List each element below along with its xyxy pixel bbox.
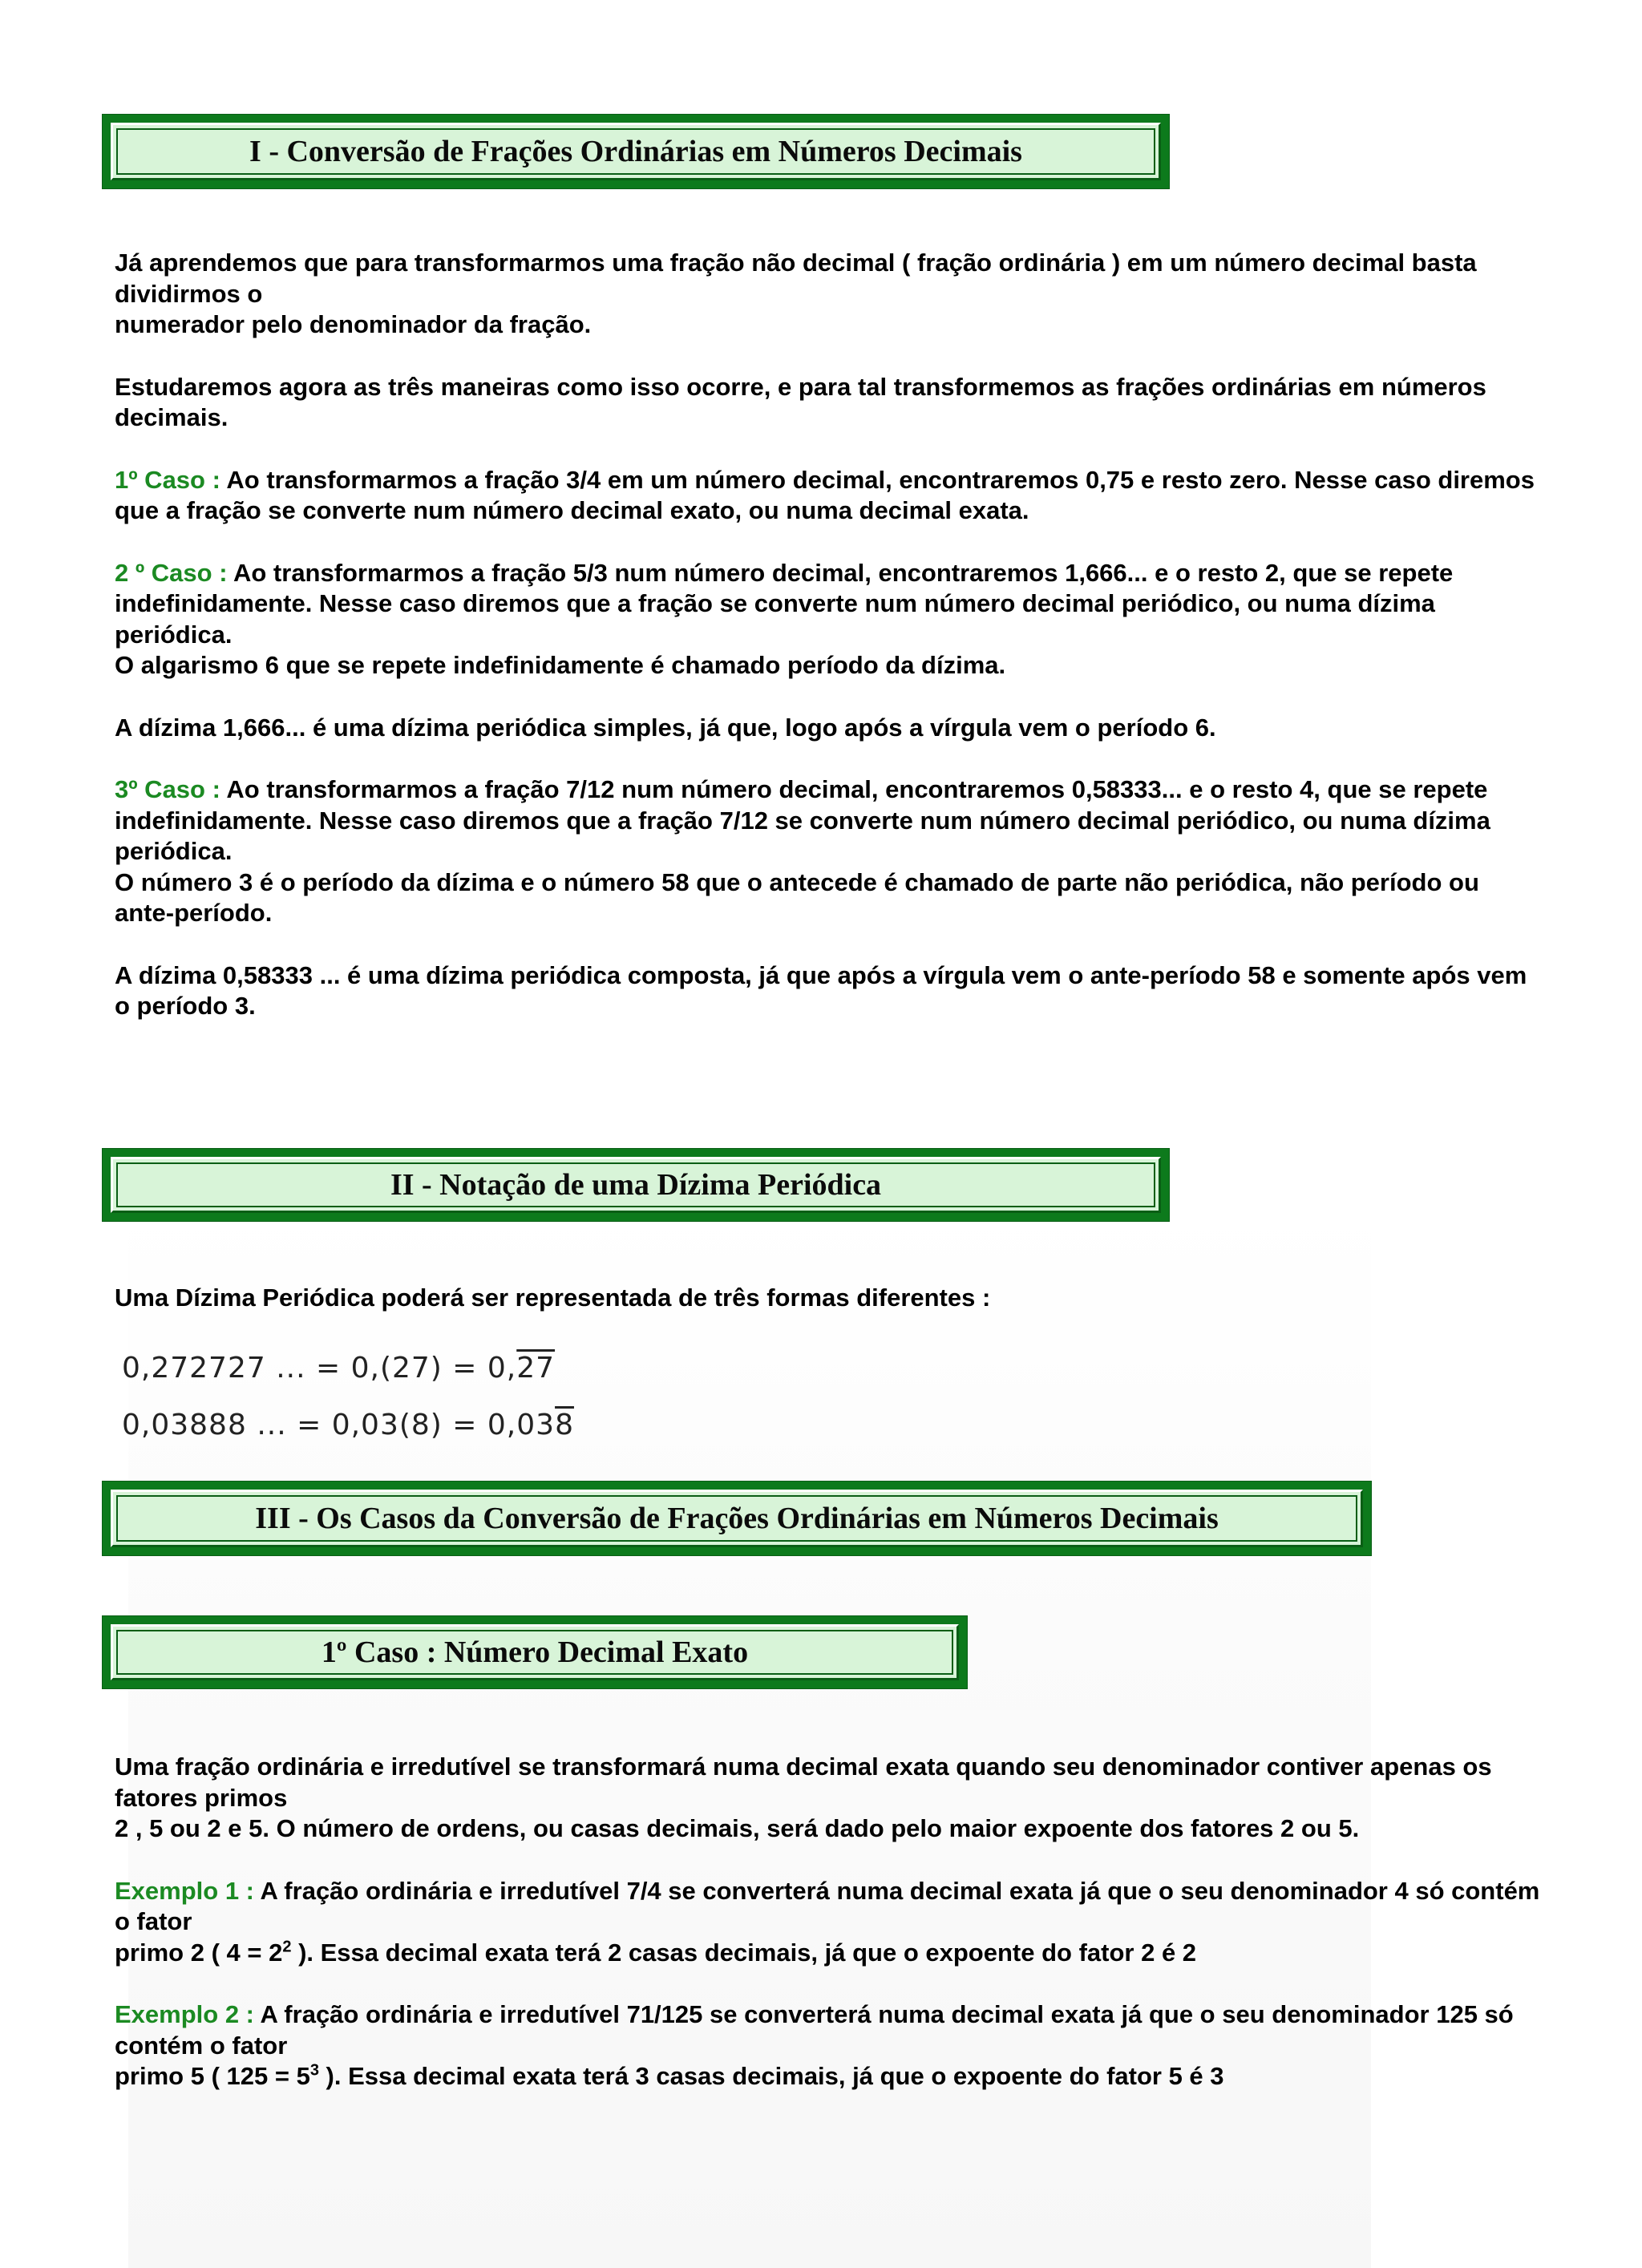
equation-1-text: 0,272727 ... = 0,(27) = 0,	[122, 1352, 517, 1385]
example-1-label: Exemplo 1 :	[115, 1876, 254, 1905]
paragraph-composite-dizima: A dízima 0,58333 ... é uma dízima periódica composta, já que após a vírgula vem o ante-período 58 e somente após vem o período 3.	[115, 960, 1527, 1020]
equation-2-period: 8	[555, 1409, 574, 1441]
case-1-label: 1º Caso :	[115, 465, 220, 494]
exact-decimal-rule	[115, 1752, 1542, 1845]
equation-2-text: 0,03888 ... = 0,03(8) = 0,03	[122, 1409, 556, 1441]
section-1-title: I - Conversão de Frações Ordinárias em Números Decimais	[111, 123, 1161, 180]
intro-line-1: Já aprendemos que para transformarmos uma fração não decimal ( fração ordinária ) em um número decimal basta dividirmos o	[115, 249, 1477, 308]
section-2-intro: Uma Dízima Periódica poderá ser representada de três formas diferentes :	[115, 1284, 991, 1312]
example-2-paragraph	[115, 1999, 1542, 2092]
notation-equation-2	[122, 1409, 574, 1441]
paragraph-ways: Estudaremos agora as três maneiras como isso ocorre, e para tal transformemos as frações ordinárias em números decimais.	[115, 372, 1486, 431]
case-1-header	[103, 1616, 967, 1688]
example-2-line-2a: primo 5 ( 125 = 5	[115, 2062, 310, 2090]
section-2-header	[103, 1149, 1169, 1221]
case-3-line-2: indefinidamente. Nesse caso diremos que a fração 7/12 se converte num número decimal periódico, ou numa dízima periódica.	[115, 806, 1490, 865]
intro-line-2: numerador pelo denominador da fração.	[115, 310, 592, 338]
example-1-line-2b: ). Essa decimal exata terá 2 casas decimais, já que o expoente do fator 2 é 2	[291, 1938, 1197, 1967]
section-2-title: II - Notação de uma Dízima Periódica	[111, 1157, 1161, 1213]
case-2-paragraph	[115, 558, 1542, 681]
case-3-label: 3º Caso :	[115, 775, 220, 803]
example-1-paragraph	[115, 1876, 1542, 1969]
case-2-line-3: O algarismo 6 que se repete indefinidamente é chamado período da dízima.	[115, 651, 1006, 679]
case-2-line-2: indefinidamente. Nesse caso diremos que a fração se converte num número decimal periódico, ou numa dízima periódica.	[115, 589, 1435, 649]
example-2-line-2b: ). Essa decimal exata terá 3 casas decimais, já que o expoente do fator 5 é 3	[318, 2062, 1224, 2090]
case-3-paragraph	[115, 774, 1542, 929]
paragraph-intro	[115, 248, 1542, 341]
example-1-line-1: A fração ordinária e irredutível 7/4 se converterá numa decimal exata já que o seu denominador 4 só contém o fator	[115, 1876, 1540, 1935]
case-3-line-3: O número 3 é o período da dízima e o número 58 que o antecede é chamado de parte não periódica, não período ou ante-período.	[115, 867, 1479, 927]
case-1-paragraph	[115, 465, 1542, 527]
example-2-line-1: A fração ordinária e irredutível 71/125 se converterá numa decimal exata já que o seu denominador 125 só contém o fator	[115, 2000, 1514, 2060]
example-1-line-2a: primo 2 ( 4 = 2	[115, 1938, 283, 1967]
case-1-line-1: Ao transformarmos a fração 3/4 em um número decimal, encontraremos 0,75 e resto zero. Nesse caso diremos	[220, 465, 1535, 494]
notation-equation-1	[122, 1352, 555, 1385]
section-3-header	[103, 1482, 1371, 1555]
equation-1-period: 27	[516, 1352, 556, 1385]
section-1-body	[115, 248, 1542, 1053]
example-1-exponent: 2	[282, 1938, 292, 1956]
case-3-line-1: Ao transformarmos a fração 7/12 num número decimal, encontraremos 0,58333... e o resto 4, que se repete	[220, 775, 1488, 803]
section-1-header	[103, 115, 1169, 188]
case-1-body	[115, 1752, 1542, 2124]
case-2-line-1: Ao transformarmos a fração 5/3 num número decimal, encontraremos 1,666... e o resto 2, que se repete	[227, 558, 1454, 587]
rule-line-2: 2 , 5 ou 2 e 5. O número de ordens, ou casas decimais, será dado pelo maior expoente dos fatores 2 ou 5.	[115, 1814, 1360, 1842]
example-2-exponent: 3	[309, 2061, 319, 2080]
example-2-label: Exemplo 2 :	[115, 2000, 254, 2028]
case-1-title: 1º Caso : Número Decimal Exato	[111, 1624, 959, 1680]
case-1-line-2: que a fração se converte num número decimal exato, ou numa decimal exata.	[115, 496, 1029, 524]
section-3-title: III - Os Casos da Conversão de Frações Ordinárias em Números Decimais	[111, 1490, 1363, 1547]
paragraph-simple-dizima: A dízima 1,666... é uma dízima periódica simples, já que, logo após a vírgula vem o período 6.	[115, 713, 1216, 742]
rule-line-1: Uma fração ordinária e irredutível se transformará numa decimal exata quando seu denominador contiver apenas os fatores primos	[115, 1753, 1492, 1812]
case-2-label: 2 º Caso :	[115, 558, 228, 587]
